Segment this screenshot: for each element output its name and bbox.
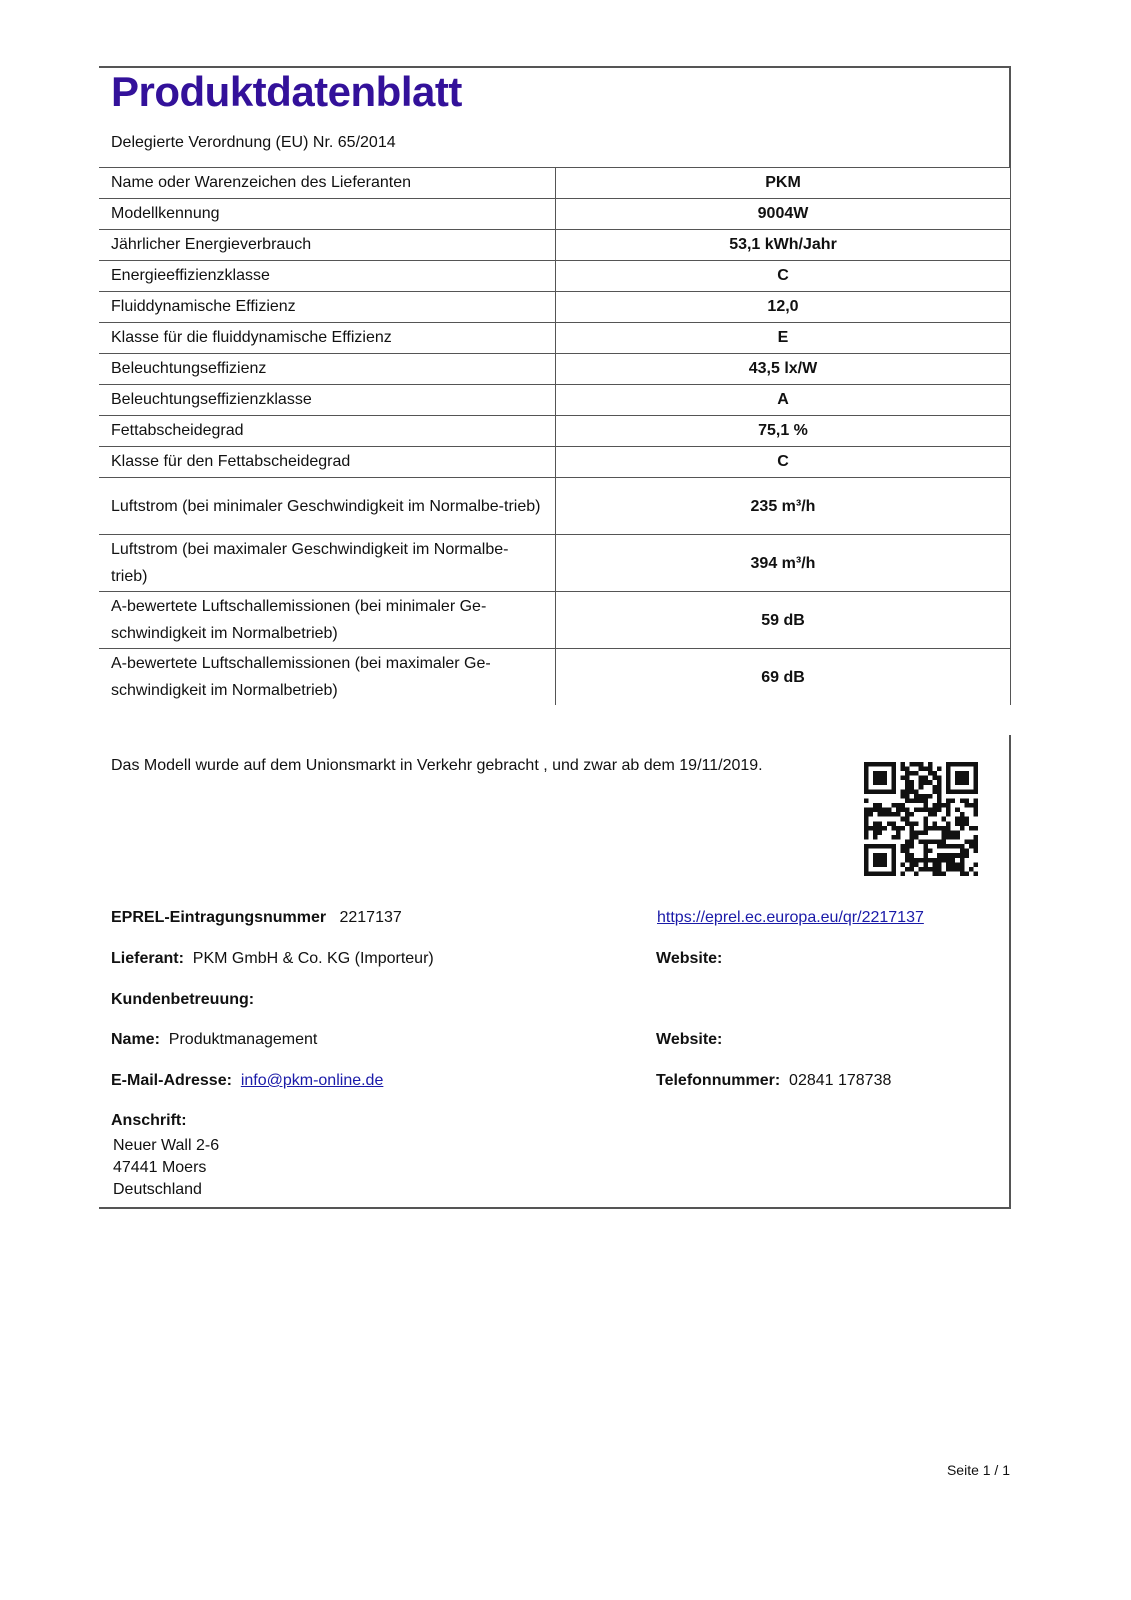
spec-row [99, 592, 1011, 649]
spec-label: Luftstrom (bei maximaler Geschwindigkeit im Normalbe-trieb) [99, 535, 556, 592]
spec-row [99, 416, 1011, 447]
info-right-border [1009, 735, 1011, 1209]
spec-row [99, 230, 1011, 261]
name-value: Produktmanagement [168, 1031, 318, 1048]
spec-label: A-bewertete Luftschallemissionen (bei maximaler Ge-schwindigkeit im Normalbetrieb) [99, 649, 556, 706]
eprel-value: 2217137 [339, 909, 402, 926]
address-label: Anschrift: [111, 1112, 187, 1129]
address-line: Neuer Wall 2-6 [113, 1137, 220, 1154]
spec-value: 75,1 % [556, 416, 1011, 447]
spec-row [99, 478, 1011, 535]
name-row [111, 1031, 317, 1049]
spec-label: Beleuchtungseffizienz [99, 354, 556, 385]
spec-value: C [556, 447, 1011, 478]
address-line: Deutschland [113, 1181, 202, 1198]
spec-label: Jährlicher Energieverbrauch [99, 230, 556, 261]
spec-value: E [556, 323, 1011, 354]
spec-value: C [556, 261, 1011, 292]
spec-table [99, 167, 1011, 705]
phone-value: 02841 178738 [789, 1072, 892, 1089]
address-line: 47441 Moers [113, 1159, 207, 1176]
spec-label: Fettabscheidegrad [99, 416, 556, 447]
spec-label: Klasse für den Fettabscheidegrad [99, 447, 556, 478]
spec-label: Luftstrom (bei minimaler Geschwindigkeit im Normalbe-trieb) [99, 478, 556, 535]
phone-row [656, 1072, 891, 1090]
spec-label: Energieeffizienzklasse [99, 261, 556, 292]
spec-row [99, 354, 1011, 385]
right-border [1009, 66, 1011, 167]
page-number: Seite 1 / 1 [946, 1462, 1010, 1478]
spec-value: 394 m³/h [556, 535, 1011, 592]
email-link[interactable]: info@pkm-online.de [240, 1072, 384, 1089]
qr-code-icon[interactable] [864, 762, 978, 876]
spec-label: Modellkennung [99, 199, 556, 230]
address-block [113, 1135, 219, 1201]
spec-value: 12,0 [556, 292, 1011, 323]
spec-row [99, 199, 1011, 230]
email-label: E-Mail-Adresse: [111, 1072, 232, 1089]
page-title: Produktdatenblatt [111, 68, 462, 115]
website-label-2: Website: [656, 1031, 723, 1048]
spec-row [99, 649, 1011, 706]
spec-label: Fluiddynamische Effizienz [99, 292, 556, 323]
info-bottom-border [99, 1207, 1011, 1209]
market-statement: Das Modell wurde auf dem Unionsmarkt in Verkehr gebracht , und zwar ab dem 19/11/2019. [111, 757, 763, 774]
spec-row [99, 261, 1011, 292]
email-row [111, 1072, 383, 1090]
spec-label: Klasse für die fluiddynamische Effizienz [99, 323, 556, 354]
spec-row [99, 535, 1011, 592]
eprel-row [111, 909, 402, 927]
eprel-label: EPREL-Eintragungsnummer [111, 909, 327, 926]
phone-label: Telefonnummer: [656, 1072, 781, 1089]
regulation-reference: Delegierte Verordnung (EU) Nr. 65/2014 [111, 134, 396, 151]
spec-label: A-bewertete Luftschallemissionen (bei minimaler Ge-schwindigkeit im Normalbetrieb) [99, 592, 556, 649]
spec-value: 59 dB [556, 592, 1011, 649]
eprel-link[interactable]: https://eprel.ec.europa.eu/qr/2217137 [657, 909, 924, 926]
spec-value: 9004W [556, 199, 1011, 230]
name-label: Name: [111, 1031, 160, 1048]
spec-value: 53,1 kWh/Jahr [556, 230, 1011, 261]
spec-row [99, 168, 1011, 199]
supplier-label: Lieferant: [111, 950, 184, 967]
spec-label: Beleuchtungseffizienzklasse [99, 385, 556, 416]
supplier-row [111, 950, 434, 968]
spec-row [99, 292, 1011, 323]
spec-value: PKM [556, 168, 1011, 199]
supplier-value: PKM GmbH & Co. KG (Importeur) [192, 950, 434, 967]
spec-value: 235 m³/h [556, 478, 1011, 535]
spec-row [99, 447, 1011, 478]
spec-value: 69 dB [556, 649, 1011, 706]
spec-row [99, 323, 1011, 354]
spec-value: 43,5 lx/W [556, 354, 1011, 385]
spec-value: A [556, 385, 1011, 416]
spec-label: Name oder Warenzeichen des Lieferanten [99, 168, 556, 199]
customer-service-label: Kundenbetreuung: [111, 991, 255, 1008]
website-label-1: Website: [656, 950, 723, 967]
spec-row [99, 385, 1011, 416]
